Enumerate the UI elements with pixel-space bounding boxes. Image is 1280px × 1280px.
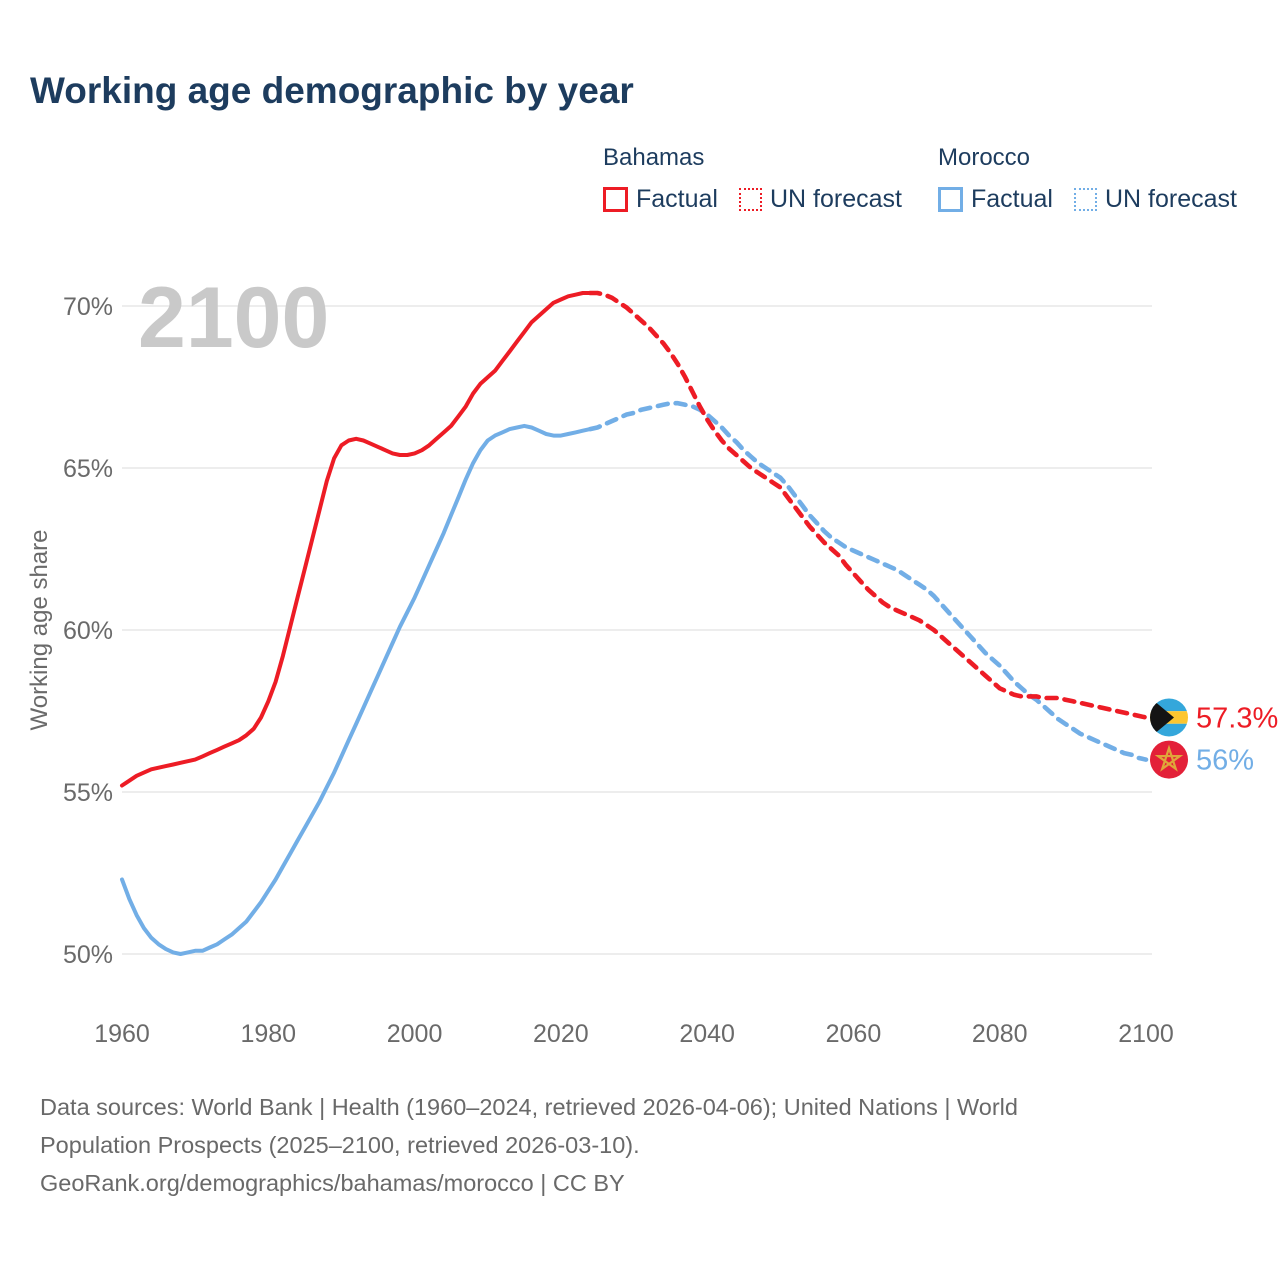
x-tick-label: 2060 [825,1020,882,1048]
y-tick-label: 70% [62,293,113,321]
y-tick-label: 60% [62,617,113,645]
legend-item-label: Factual [971,185,1053,213]
x-tick-label: 2020 [533,1020,589,1048]
x-tick-label: 2040 [679,1020,735,1048]
series-morocco-un-forecast [590,403,1146,759]
watermark-year: 2100 [138,270,330,366]
y-tick-label: 50% [62,941,113,969]
x-tick-label: 2000 [386,1020,443,1048]
x-tick-label: 1960 [94,1020,150,1048]
footer-line: Population Prospects (2025–2100, retrieved 2026-03-10). [40,1132,640,1158]
chart-title: Working age demographic by year [30,70,634,111]
legend-item-label: UN forecast [1104,185,1237,213]
footer-link-line: GeoRank.org/demographics/bahamas/morocco | CC BY [40,1170,625,1196]
x-tick-label: 2080 [971,1020,1028,1048]
legend-item-label: Factual [636,185,718,213]
series-bahamas-factual [122,293,590,786]
y-tick-label: 55% [62,779,113,807]
y-axis-title: Working age share [26,529,53,731]
series-morocco-factual [122,426,590,954]
end-value-label: 56% [1196,744,1255,777]
legend-country-label: Bahamas [603,144,705,171]
y-tick-label: 65% [62,455,113,483]
data-sources-footer [40,1088,1240,1202]
footer-line: Data sources: World Bank | Health (1960–2024, retrieved 2026-04-06); United Nations | World [40,1094,1018,1120]
legend-country-label: Morocco [938,144,1031,171]
morocco-flag-icon [1150,741,1188,779]
end-value-label: 57.3% [1196,702,1279,735]
x-tick-label: 1980 [240,1020,297,1048]
legend-item-label: UN forecast [769,185,902,213]
bahamas-flag-icon [1150,697,1188,737]
x-tick-label: 2100 [1118,1020,1174,1048]
series-bahamas-un-forecast [590,293,1146,718]
